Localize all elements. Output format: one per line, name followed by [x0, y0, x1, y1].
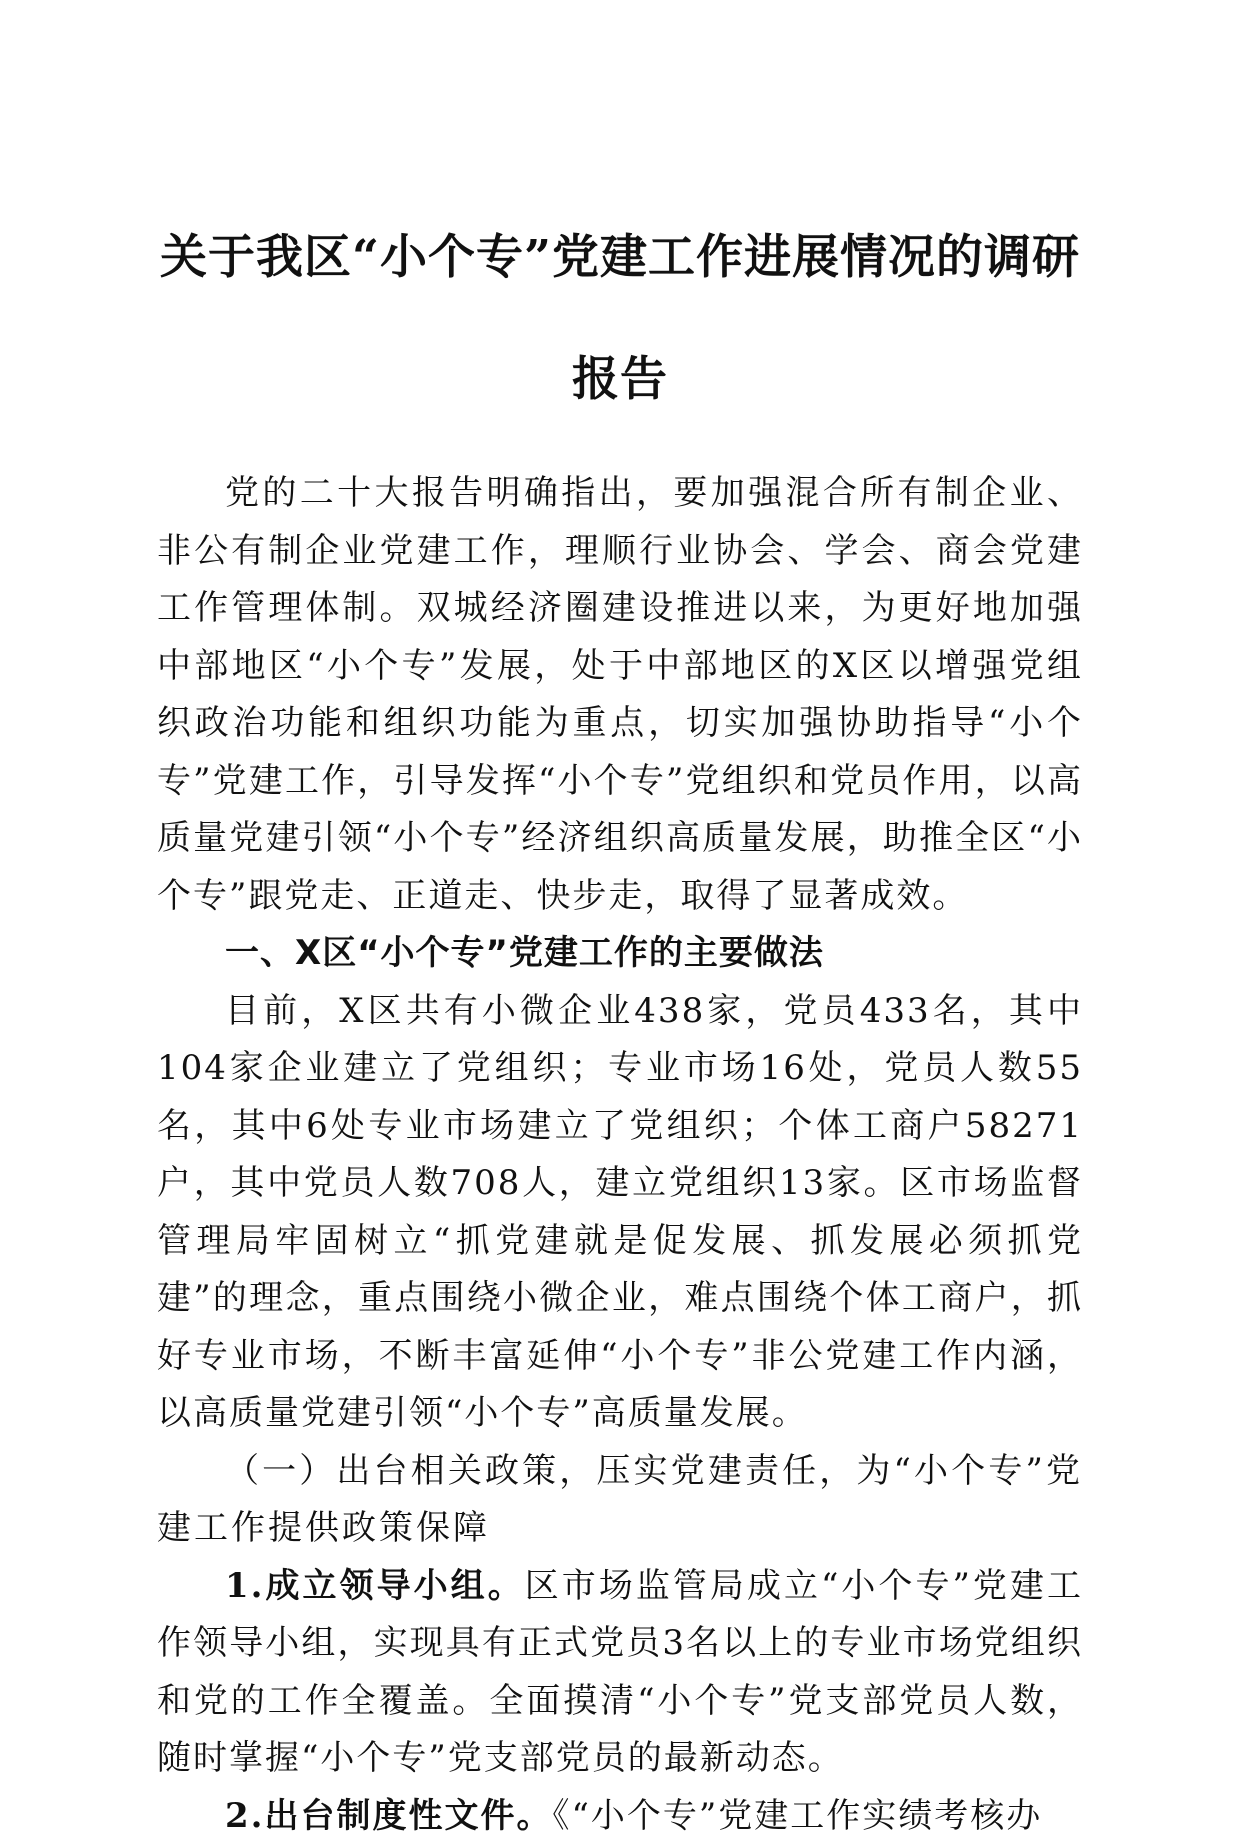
- status-paragraph: 目前，X区共有小微企业438家，党员433名，其中104家企业建立了党组织；专业市场16处，党员人数55名，其中6处专业市场建立了党组织；个体工商户58271户，其中党员人数708人，建立党组织13家。区市场监督管理局牢固树立“抓党建就是促发展、抓发展必须抓党建”的理念，重点围绕小微企业，难点围绕个体工商户，抓好专业市场，不断丰富延伸“小个专”非公党建工作内涵，以高质量党建引领“小个专”高质量发展。: [157, 983, 1083, 1443]
- document-title-line-2: 报告: [150, 352, 1090, 408]
- subsection-heading-1: （一）出台相关政策，压实党建责任，为“小个专”党建工作提供政策保障: [157, 1443, 1083, 1558]
- intro-paragraph: 党的二十大报告明确指出，要加强混合所有制企业、非公有制企业党建工作，理顺行业协会、学会、商会党建工作管理体制。双城经济圈建设推进以来，为更好地加强中部地区“小个专”发展，处于中部地区的X区以增强党组织政治功能和组织功能为重点，切实加强协助指导“小个专”党建工作，引导发挥“小个专”党组织和党员作用，以高质量党建引领“小个专”经济组织高质量发展，助推全区“小个专”跟党走、正道走、快步走，取得了显著成效。: [157, 465, 1083, 925]
- document-title-line-1: 关于我区“小个专”党建工作进展情况的调研: [150, 230, 1090, 286]
- item-1-text: 区市场监管局成立“小个专”党建工作领导小组，实现具有正式党员3名以上的专业市场党组织和党的工作全覆盖。全面摸清“小个专”党支部党员人数，随时掌握“小个专”党支部党员的最新动态。: [157, 1566, 1083, 1779]
- item-1-paragraph: [157, 1558, 1083, 1788]
- document-body: [157, 465, 1083, 1845]
- item-2-lead: 2.出台制度性文件。: [225, 1796, 553, 1836]
- item-2-paragraph: [157, 1788, 1083, 1845]
- item-2-text: 《“小个专”党建工作实绩考核办: [553, 1796, 1043, 1836]
- item-1-lead: 1.成立领导小组。: [225, 1566, 525, 1606]
- section-heading-1: 一、X区“小个专”党建工作的主要做法: [157, 925, 1083, 983]
